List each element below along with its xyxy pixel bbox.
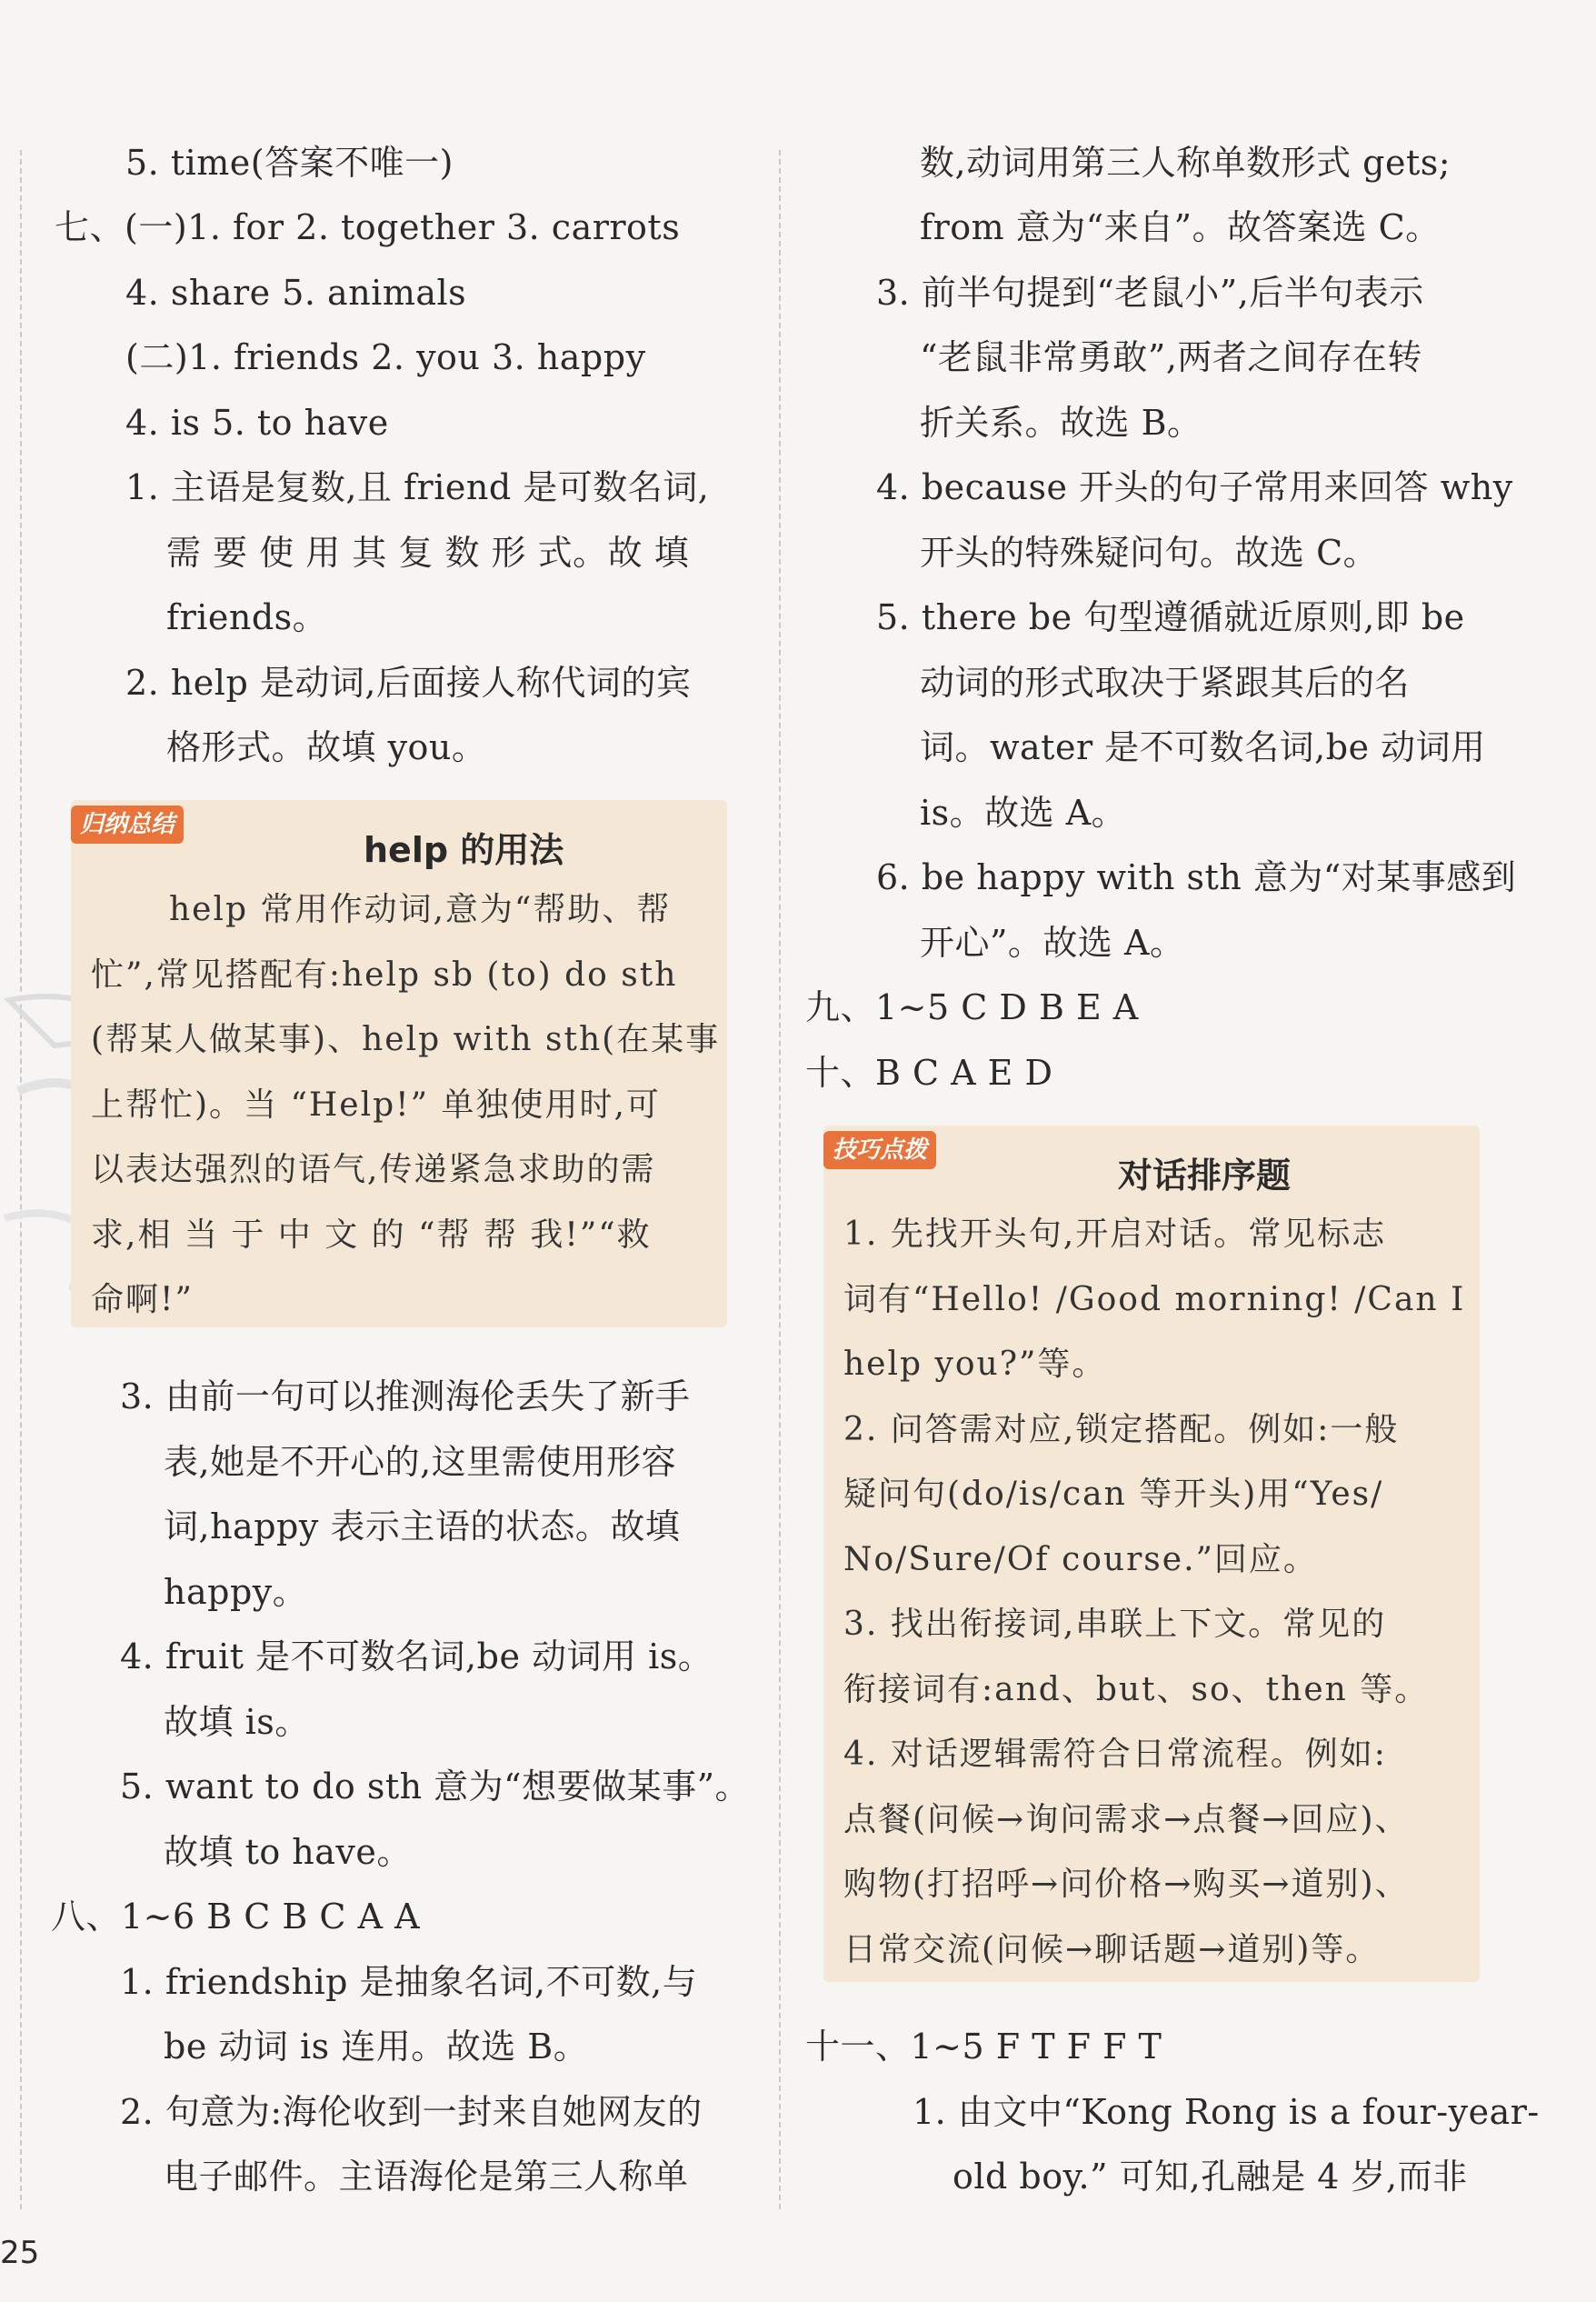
explanation-line: 故填 to have。: [164, 1832, 412, 1872]
summary-line: 上帮忙)。当 “Help!” 单独使用时,可: [91, 1086, 661, 1124]
summary-title: help 的用法: [364, 830, 564, 870]
summary-line: 求,相 当 于 中 文 的 “帮 帮 我!”“救: [91, 1216, 652, 1254]
explanation-line: “老鼠非常勇敢”,两者之间存在转: [920, 337, 1422, 377]
explanation-line: 6. be happy with sth 意为“对某事感到: [876, 857, 1517, 897]
tips-line: No/Sure/Of course.”回应。: [843, 1541, 1318, 1578]
explanation-line: 动词的形式取决于紧跟其后的名: [920, 663, 1411, 703]
explanation-line: 2. help 是动词,后面接人称代词的宾: [125, 663, 692, 703]
summary-line: (帮某人做某事)、help with sth(在某事: [91, 1021, 721, 1058]
explanation-line: old boy.” 可知,孔融是 4 岁,而非: [953, 2157, 1468, 2197]
section-7-heading: 七、(一)1. for 2. together 3. carrots: [55, 207, 681, 247]
explanation-line: 数,动词用第三人称单数形式 gets;: [920, 143, 1451, 183]
explanation-line: 5. want to do sth 意为“想要做某事”。: [120, 1767, 751, 1807]
summary-line: 以表达强烈的语气,传递紧急求助的需: [91, 1151, 656, 1188]
tips-title: 对话排序题: [1118, 1156, 1292, 1196]
explanation-line: from 意为“来自”。故答案选 C。: [920, 207, 1441, 247]
summary-line: 忙”,常见搭配有:help sb (to) do sth: [91, 956, 678, 994]
tips-line: 4. 对话逻辑需符合日常流程。例如:: [843, 1736, 1387, 1773]
explanation-line: 表,她是不开心的,这里需使用形容: [164, 1442, 677, 1482]
section-11-heading: 十一、1~5 F T F F T: [805, 2027, 1162, 2067]
explanation-line: friends。: [166, 597, 328, 637]
tips-tag: 技巧点拨: [823, 1131, 936, 1169]
page-number: 25: [0, 2235, 40, 2271]
explanation-line: 电子邮件。主语海伦是第三人称单: [164, 2157, 689, 2197]
tips-line: 点餐(问候→询问需求→点餐→回应)、: [843, 1801, 1410, 1838]
explanation-line: 需 要 使 用 其 复 数 形 式。故 填: [166, 533, 690, 573]
answer-line: 5. time(答案不唯一): [125, 143, 454, 183]
explanation-line: 4. because 开头的句子常用来回答 why: [876, 467, 1513, 507]
tips-line: 词有“Hello! /Good morning! /Can I: [843, 1281, 1466, 1318]
explanation-line: 折关系。故选 B。: [920, 403, 1202, 443]
explanation-line: 词,happy 表示主语的状态。故填: [164, 1506, 681, 1546]
explanation-line: 词。water 是不可数名词,be 动词用: [920, 727, 1486, 767]
explanation-line: 格形式。故填 you。: [166, 727, 487, 767]
explanation-line: happy。: [164, 1572, 308, 1612]
explanation-line: 3. 前半句提到“老鼠小”,后半句表示: [876, 273, 1424, 313]
answer-line: (二)1. friends 2. you 3. happy: [125, 337, 646, 377]
tips-line: 1. 先找开头句,开启对话。常见标志: [843, 1216, 1387, 1253]
section-10-heading: 十、B C A E D: [805, 1053, 1053, 1093]
column-divider: [779, 150, 781, 2209]
tips-line: 2. 问答需对应,锁定搭配。例如:一般: [843, 1411, 1400, 1448]
explanation-line: 1. 由文中“Kong Rong is a four-year-: [913, 2092, 1540, 2132]
explanation-line: 2. 句意为:海伦收到一封来自她网友的: [120, 2092, 703, 2132]
explanation-line: 5. there be 句型遵循就近原则,即 be: [876, 597, 1465, 637]
explanation-line: is。故选 A。: [920, 793, 1127, 833]
explanation-line: 开头的特殊疑问句。故选 C。: [920, 533, 1379, 573]
tips-line: 衔接词有:and、but、so、then 等。: [843, 1671, 1430, 1708]
explanation-line: 1. 主语是复数,且 friend 是可数名词,: [125, 467, 710, 507]
explanation-line: 1. friendship 是抽象名词,不可数,与: [120, 1962, 698, 2002]
explanation-line: be 动词 is 连用。故选 B。: [164, 2027, 589, 2067]
explanation-line: 4. fruit 是不可数名词,be 动词用 is。: [120, 1636, 713, 1676]
summary-tag: 归纳总结: [71, 806, 184, 844]
explanation-line: 故填 is。: [164, 1702, 310, 1742]
tips-line: 日常交流(问候→聊话题→道别)等。: [843, 1931, 1381, 1968]
answer-line: 4. is 5. to have: [125, 403, 389, 443]
tips-line: 购物(打招呼→问价格→购买→道别)、: [843, 1866, 1410, 1903]
section-8-heading: 八、1~6 B C B C A A: [51, 1897, 421, 1937]
summary-line: 命啊!”: [91, 1281, 194, 1318]
explanation-line: 3. 由前一句可以推测海伦丢失了新手: [120, 1376, 691, 1416]
answer-line: 4. share 5. animals: [125, 273, 467, 313]
summary-line: help 常用作动词,意为“帮助、帮: [169, 891, 672, 928]
tips-line: 疑问句(do/is/can 等开头)用“Yes/: [843, 1476, 1384, 1513]
tips-line: 3. 找出衔接词,串联上下文。常见的: [843, 1606, 1387, 1643]
explanation-line: 开心”。故选 A。: [920, 923, 1185, 963]
section-9-heading: 九、1~5 C D B E A: [805, 987, 1139, 1027]
tips-line: help you?”等。: [843, 1346, 1107, 1383]
